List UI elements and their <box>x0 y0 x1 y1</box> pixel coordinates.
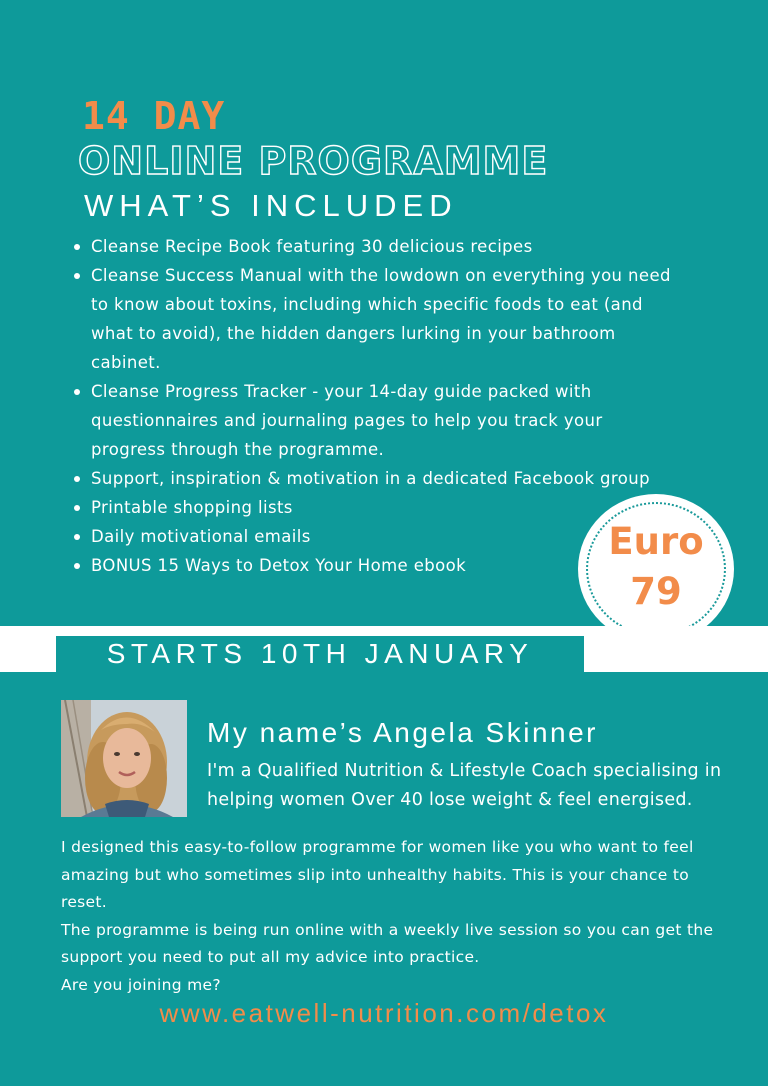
list-item: BONUS 15 Ways to Detox Your Home ebook <box>68 551 678 580</box>
list-item: Daily motivational emails <box>68 522 678 551</box>
list-item: Cleanse Success Manual with the lowdown on everything you need to know about toxins, including which specific foods to eat (and what to avoid), the hidden dangers lurking in your bathroom cabinet. <box>68 261 678 377</box>
website-link[interactable]: www.eatwell-nutrition.com/detox <box>159 998 609 1028</box>
bio-name: My name’s Angela Skinner <box>207 717 598 748</box>
price-amount: 79 <box>630 570 682 613</box>
body-paragraph: The programme is being run online with a weekly live session so you can get the support you need to put all my advice into practice. <box>61 920 714 966</box>
section-subtitle: WHAT’S INCLUDED <box>84 188 458 223</box>
body-text <box>61 834 721 999</box>
start-date: STARTS 10TH JANUARY <box>56 636 584 672</box>
list-item: Cleanse Recipe Book featuring 30 delicious recipes <box>68 232 678 261</box>
list-item: Support, inspiration & motivation in a dedicated Facebook group <box>68 464 678 493</box>
body-paragraph: Are you joining me? <box>61 975 221 994</box>
avatar <box>61 700 187 817</box>
list-item: Printable shopping lists <box>68 493 678 522</box>
price-currency: Euro <box>608 520 704 563</box>
list-item: Cleanse Progress Tracker - your 14-day guide packed with questionnaires and journaling pages to help you track your progress through the programme. <box>68 377 678 464</box>
page-title: ONLINE PROGRAMME <box>78 139 549 183</box>
title-days: 14 DAY <box>82 94 226 138</box>
bio-description: I'm a Qualified Nutrition & Lifestyle Coach specialising in helping women Over 40 lose weight & feel energised. <box>207 761 722 810</box>
portrait-photo-icon <box>61 700 187 817</box>
price-badge <box>578 494 734 644</box>
body-paragraph: I designed this easy-to-follow programme for women like you who want to feel amazing but who sometimes slip into unhealthy habits. This is your chance to reset. <box>61 838 694 911</box>
